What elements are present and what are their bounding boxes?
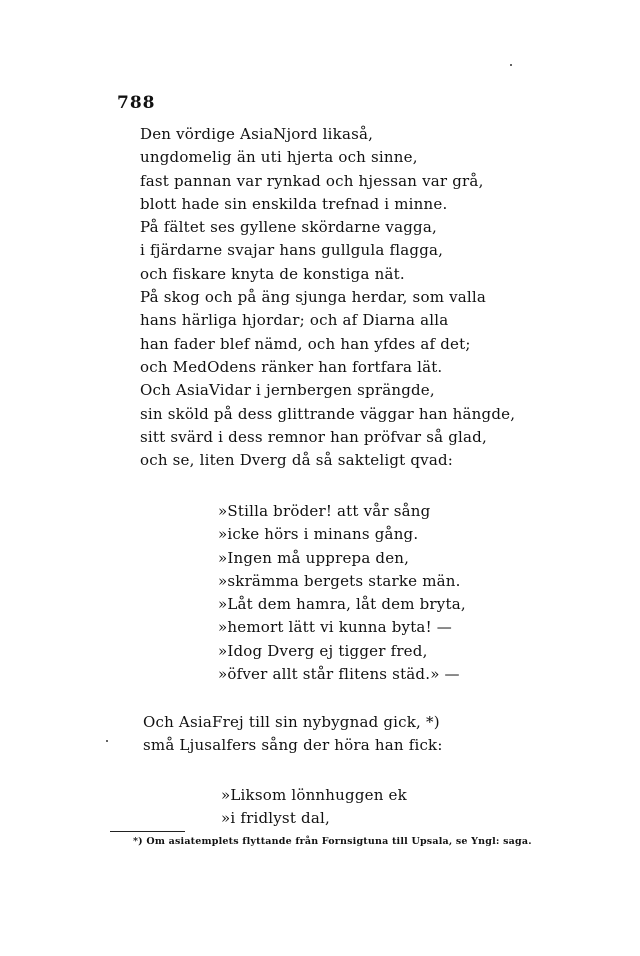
verse-line: blott hade sin enskilda trefnad i minne. (140, 194, 448, 213)
frej-stanza (143, 711, 443, 758)
verse-line: »öfver allt står flitens städ.» — (218, 665, 460, 684)
verse-line: »i fridlyst dal, (221, 809, 330, 828)
verse-line: han fader blef nämd, och han yfdes af det; (140, 334, 471, 353)
verse-line: »skrämma bergets starke män. (218, 571, 461, 590)
liksom-stanza (221, 784, 407, 831)
dwarf-song-stanza (218, 500, 466, 686)
print-speck (106, 740, 108, 742)
verse-line: Och AsiaFrej till sin nybygnad gick, *) (143, 713, 440, 731)
verse-line: i fjärdarne svajar hans gullgula flagga, (140, 241, 444, 260)
print-speck (510, 64, 512, 66)
verse-line: »Stilla bröder! att vår sång (218, 502, 431, 520)
verse-line: Och AsiaVidar i jernbergen sprängde, (140, 381, 435, 400)
main-stanza (140, 123, 515, 472)
verse-line: »icke hörs i minans gång. (218, 525, 419, 544)
verse-line: På fältet ses gyllene skördarne vagga, (140, 218, 437, 237)
verse-line: »Idog Dverg ej tigger fred, (218, 641, 428, 660)
verse-line: På skog och på äng sjunga herdar, som valla (140, 288, 487, 307)
verse-line: »hemort lätt vi kunna byta! — (218, 618, 452, 637)
footnote: *) Om asiatemplets flyttande från Fornsigtuna till Upsala, se Yngl: saga. (133, 836, 532, 847)
verse-line: Den vördige AsiaNjord likaså, (140, 125, 374, 143)
verse-line: sin sköld på dess glittrande väggar han hängde, (140, 404, 516, 423)
verse-line: fast pannan var rynkad och hjessan var grå, (140, 171, 484, 190)
verse-line: »Ingen må upprepa den, (218, 548, 410, 567)
verse-line: ungdomelig än uti hjerta och sinne, (140, 148, 418, 167)
verse-line: »Liksom lönnhuggen ek (221, 786, 407, 804)
verse-line: hans härliga hjordar; och af Diarna alla (140, 311, 449, 330)
verse-line: små Ljusalfers sång der höra han fick: (143, 736, 443, 755)
verse-line: och se, liten Dverg då så sakteligt qvad: (140, 451, 454, 470)
verse-line: och fiskare knyta de konstiga nät. (140, 264, 405, 283)
page-number: 788 (117, 93, 156, 113)
footnote-divider (110, 831, 185, 832)
verse-line: »Låt dem hamra, låt dem bryta, (218, 595, 466, 614)
verse-line: sitt svärd i dess remnor han pröfvar så glad, (140, 427, 487, 446)
verse-line: och MedOdens ränker han fortfara lät. (140, 357, 443, 376)
